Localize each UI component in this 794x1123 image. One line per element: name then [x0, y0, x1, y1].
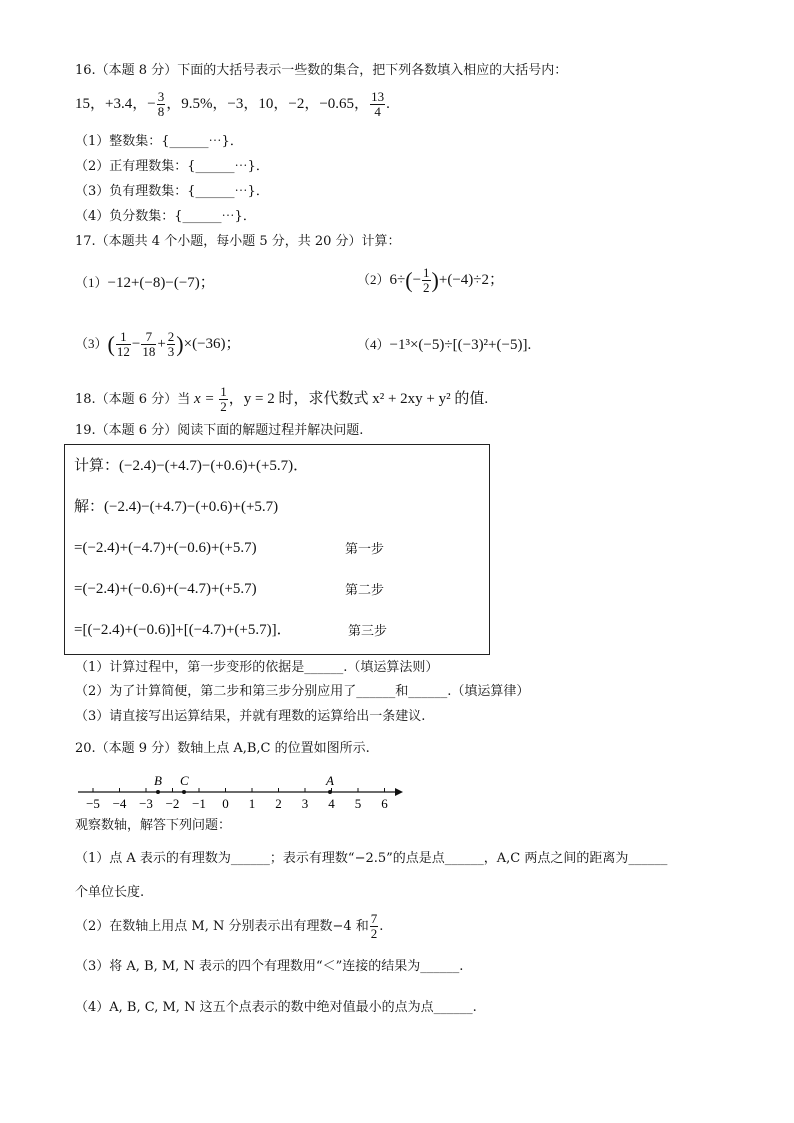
q17-heading: 17.（本题共 4 个小题，每小题 5 分，共 20 分）计算：	[75, 234, 401, 249]
q16-item-2: （2）正有理数集：{______⋯}．	[75, 159, 269, 174]
q18-prefix: 18.（本题 6 分）当	[75, 392, 191, 407]
axis-tick-label: 6	[381, 796, 388, 811]
q17-p2-num: 1	[423, 265, 430, 280]
q17-p2-pre: 6÷	[389, 271, 406, 288]
q20-item-1: （1）点 A 表示的有理数为______；表示有理数“−2.5”的点是点______，A,C 两点之间的距离为______	[75, 851, 668, 866]
q17-p3-right-paren: )	[176, 331, 184, 357]
axis-tick-label: −2	[165, 796, 180, 811]
q19-item-1: （1）计算过程中，第一步变形的依据是______.（填运算法则）	[75, 660, 439, 675]
q16-frac2-den: 4	[374, 104, 381, 119]
number-line	[70, 768, 410, 814]
q20-heading: 20.（本题 9 分）数轴上点 A,B,C 的位置如图所示.	[75, 741, 370, 756]
q18-fraction: $\frac{1}{2}$	[220, 384, 227, 414]
point-c-dot	[182, 790, 186, 794]
q16-numbers-b: ，9.5%，−3，10，−2，−0.65，	[166, 95, 370, 112]
q17-p2-fraction	[422, 266, 431, 295]
axis-tick-label: 5	[354, 796, 362, 811]
axis-tick-label: 0	[222, 796, 229, 811]
axis-tick-label: −1	[192, 796, 206, 811]
q19-step-2: 第二步	[345, 583, 385, 598]
q17-p3-frac-c: $\frac{2}{3}$	[167, 329, 175, 359]
q19-step-1: 第一步	[345, 542, 385, 557]
q20-i2-fraction	[370, 912, 379, 941]
q16-frac1-num: 3	[157, 89, 165, 104]
q20-item-3: （3）将 A, B, M, N 表示的四个有理数用“＜”连接的结果为______.	[75, 959, 464, 974]
q16-frac2-num: 13	[371, 89, 385, 104]
point-b-dot	[156, 790, 160, 794]
q16-item-3: （3）负有理数集：{______⋯}．	[75, 184, 269, 199]
q19-item-3: （3）请直接写出运算结果，并就有理数的运算给出一条建议.	[75, 709, 426, 724]
q17-part-3: （3）( $\frac{1}{12}$ − $\frac{7}{18}$ + $\frac{2}{3}$ )×(−36)；	[75, 329, 241, 359]
q16-heading: 16.（本题 8 分）下面的大括号表示一些数的集合，把下列各数填入相应的大括号内：	[75, 63, 568, 78]
q17-p3-frac-a: $\frac{1}{12}$	[116, 329, 130, 359]
axis-tick-label: 3	[301, 796, 309, 811]
point-b-label: B	[154, 773, 162, 788]
axis-arrow-icon	[395, 788, 403, 796]
q19-line-5: =[(−2.4)+(−0.6)]+[(−4.7)+(+5.7)]．	[74, 622, 292, 638]
q17-p1-label: （1）	[75, 275, 108, 290]
q17-p4-expr: −1³×(−5)÷[(−3)²+(−5)].	[389, 337, 532, 353]
axis-tick-label: 1	[248, 796, 256, 811]
q16-item-4: （4）负分数集：{______⋯}．	[75, 209, 256, 224]
q17-p3-frac-b: $\frac{7}{18}$	[142, 329, 156, 359]
q19-step-3: 第三步	[348, 624, 388, 639]
q17-p2-den: 2	[423, 280, 430, 295]
q17-p3-post: ×(−36)；	[183, 335, 241, 352]
q17-p2-post: +(−4)÷2；	[438, 271, 505, 288]
q16-fraction-1	[157, 90, 166, 119]
q19-heading: 19.（本题 6 分）阅读下面的解题过程并解决问题.	[75, 423, 364, 438]
q17-p1-expr: −12+(−8)−(−7)；	[107, 275, 215, 291]
q18-x-eq: x =	[190, 391, 219, 407]
q19-line-1: 计算：(−2.4)−(+4.7)−(+0.6)+(+5.7)．	[74, 458, 309, 474]
q20-item-4: （4）A, B, C, M, N 这五个点表示的数中绝对值最小的点为点______.	[75, 1000, 477, 1015]
axis-tick-label: −3	[139, 796, 153, 811]
axis-tick-label: −5	[86, 796, 100, 811]
q16-frac1-sign: −	[147, 95, 156, 112]
axis-tick-label: 2	[275, 796, 282, 811]
q19-solution-box	[64, 444, 490, 655]
q16-numbers-a: 15，+3.4，	[75, 95, 148, 112]
q18-rest: ，y = 2 时，求代数式 x² + 2xy + y² 的值.	[228, 391, 489, 407]
q17-p3-label: （3）	[75, 335, 108, 351]
q17-p2-right-paren: )	[431, 267, 439, 293]
q19-line-3: =(−2.4)+(−4.7)+(−0.6)+(+5.7)	[74, 540, 257, 556]
q20-i2-num: 7	[370, 911, 378, 926]
q20-i2-end: .	[379, 919, 384, 934]
q16-numbers-end: .	[386, 95, 390, 112]
q20-i2-den: 2	[370, 926, 378, 941]
q20-observe: 观察数轴，解答下列问题：	[75, 818, 232, 833]
q18-question	[75, 385, 488, 414]
q19-line-2: 解：(−2.4)−(+4.7)−(+0.6)+(+5.7)	[74, 499, 279, 515]
q17-p2-left-paren: (	[405, 267, 413, 293]
point-a-label: A	[326, 773, 334, 788]
point-a-dot	[328, 790, 332, 794]
q17-part-1	[75, 276, 215, 291]
q16-number-list	[75, 90, 390, 119]
q20-i2-text: （2）在数轴上用点 M, N 分别表示出有理数−4 和	[75, 919, 369, 934]
q16-fraction-2	[370, 90, 385, 119]
q17-p3-left-paren: (	[107, 331, 115, 357]
q16-frac1-den: 8	[157, 104, 165, 119]
q19-line-4: =(−2.4)+(−0.6)+(−4.7)+(+5.7)	[74, 581, 257, 597]
q16-item-1: （1）整数集：{______⋯}．	[75, 134, 243, 149]
q19-item-2: （2）为了计算简便，第二步和第三步分别应用了______和______.（填运算律）	[75, 684, 530, 699]
q20-item-1-cont: 个单位长度.	[75, 885, 145, 900]
q20-item-2	[75, 912, 383, 941]
point-c-label: C	[180, 773, 189, 788]
q17-p4-label: （4）	[357, 337, 390, 352]
q17-part-2: （2）6÷(− $\frac{1}{2}$ )+(−4)÷2；	[357, 265, 505, 295]
q17-p2-label: （2）	[357, 271, 390, 287]
q17-part-4	[357, 338, 531, 353]
axis-tick-label: −4	[112, 796, 127, 811]
axis-tick-label: 4	[328, 796, 335, 811]
